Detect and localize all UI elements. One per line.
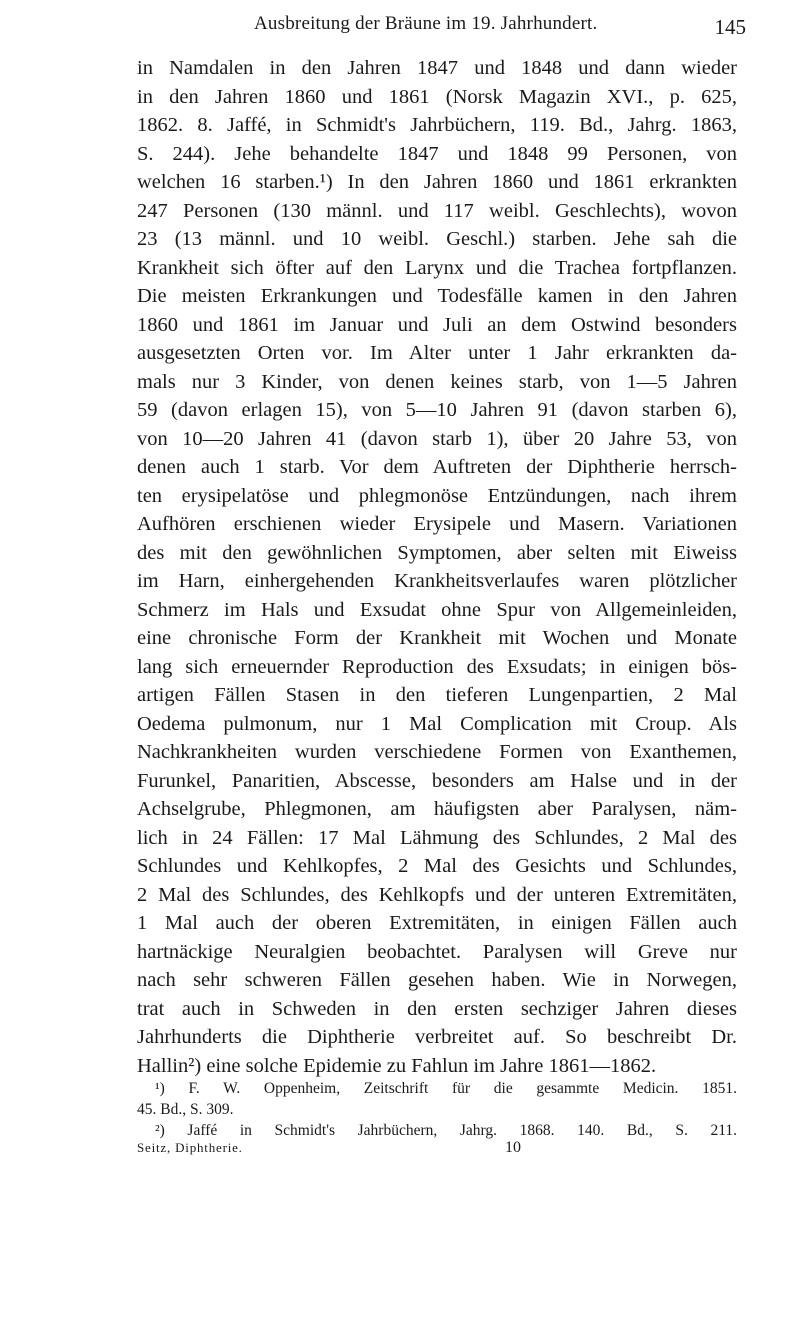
text-line: denen auch 1 starb. Vor dem Auftreten der Diphtherie herrsch- (137, 456, 737, 478)
text-line: 1 Mal auch der oberen Extremitäten, in einigen Fällen auch (137, 912, 737, 934)
text-line: 23 (13 männl. und 10 weibl. Geschl.) starben. Jehe sah die (137, 228, 737, 250)
page-number: 145 (714, 15, 746, 39)
text-line: mals nur 3 Kinder, von denen keines starb, von 1—5 Jahren (137, 370, 737, 393)
text-line: des mit den gewöhnlichen Symptomen, aber selten mit Eiweiss (137, 541, 737, 564)
signature-line (137, 1140, 737, 1162)
text-line: hartnäckige Neuralgien beobachtet. Paralysen will Greve nur (137, 940, 737, 963)
text-line: Achselgrube, Phlegmonen, am häufigsten aber Paralysen, näm- (137, 798, 737, 820)
text-line: in den Jahren 1860 und 1861 (Norsk Magazin XVI., p. 625, (137, 85, 737, 108)
text-line: Nachkrankheiten wurden verschiedene Formen von Exanthemen, (137, 741, 737, 763)
text-line: Jahrhunderts die Diphtherie verbreitet auf. So beschreibt Dr. (137, 1026, 737, 1048)
text-line: ten erysipelatöse und phlegmonöse Entzündungen, nach ihrem (137, 484, 737, 507)
printer-signature: Seitz, Diphtherie. (137, 1140, 243, 1155)
text-line: S. 244). Jehe behandelte 1847 und 1848 99 Personen, von (137, 142, 737, 165)
text-line: 1862. 8. Jaffé, in Schmidt's Jahrbüchern, 119. Bd., Jahrg. 1863, (137, 114, 737, 136)
text-line: trat auch in Schweden in den ersten sechziger Jahren dieses (137, 997, 737, 1020)
footnotes (137, 1078, 737, 1141)
running-title: Ausbreitung der Bräune im 19. Jahrhundert. (254, 13, 598, 34)
sheet-number: 10 (505, 1139, 521, 1156)
text-line: 2 Mal des Schlundes, des Kehlkopfs und der unteren Extremitäten, (137, 883, 737, 906)
text-line: Furunkel, Panaritien, Abscesse, besonders am Halse und in der (137, 769, 737, 792)
text-line: Hallin²) eine solche Epidemie zu Fahlun im Jahre 1861—1862. (137, 1054, 657, 1077)
text-line: Krankheit sich öfter auf den Larynx und die Trachea fortpflanzen. (137, 256, 737, 279)
text-line: lich in 24 Fällen: 17 Mal Lähmung des Schlundes, 2 Mal des (137, 826, 737, 849)
text-line: Schlundes und Kehlkopfes, 2 Mal des Gesichts und Schlundes, (137, 855, 737, 877)
footnote-1-continuation: 45. Bd., S. 309. (137, 1101, 234, 1118)
text-line: Oedema pulmonum, nur 1 Mal Complication mit Croup. Als (137, 712, 737, 735)
text-line: 247 Personen (130 männl. und 117 weibl. Geschlechts), wovon (137, 199, 737, 222)
text-line: Schmerz im Hals und Exsudat ohne Spur von Allgemeinleiden, (137, 598, 737, 621)
text-line: Die meisten Erkrankungen und Todesfälle kamen in den Jahren (137, 285, 737, 307)
text-line: welchen 16 starben.¹) In den Jahren 1860 und 1861 erkrankten (137, 171, 737, 193)
text-line: eine chronische Form der Krankheit mit Wochen und Monate (137, 627, 737, 649)
text-line: 59 (davon erlagen 15), von 5—10 Jahren 91 (davon starben 6), (137, 399, 737, 421)
text-line: artigen Fällen Stasen in den tieferen Lungenpartien, 2 Mal (137, 684, 737, 706)
text-line: ausgesetzten Orten vor. Im Alter unter 1 Jahr erkrankten da- (137, 342, 737, 364)
footnote-1: ¹) F. W. Oppenheim, Zeitschrift für die gesammte Medicin. 1851. (155, 1080, 737, 1097)
text-line: in Namdalen in den Jahren 1847 und 1848 und dann wieder (137, 57, 737, 79)
text-line: nach sehr schweren Fällen gesehen haben. Wie in Norwegen, (137, 969, 737, 991)
text-line: Aufhören erschienen wieder Erysipele und Masern. Variationen (137, 513, 737, 535)
text-line: von 10—20 Jahren 41 (davon starb 1), über 20 Jahre 53, von (137, 427, 737, 450)
text-line: lang sich erneuernder Reproduction des Exsudats; in einigen bös- (137, 655, 737, 678)
running-head (130, 13, 746, 39)
body-paragraph (137, 54, 737, 1080)
text-line: im Harn, einhergehenden Krankheitsverlaufes waren plötzlicher (137, 570, 737, 592)
footnote-2: ²) Jaffé in Schmidt's Jahrbüchern, Jahrg. 1868. 140. Bd., S. 211. (155, 1122, 737, 1139)
text-line: 1860 und 1861 im Januar und Juli an dem Ostwind besonders (137, 313, 737, 336)
